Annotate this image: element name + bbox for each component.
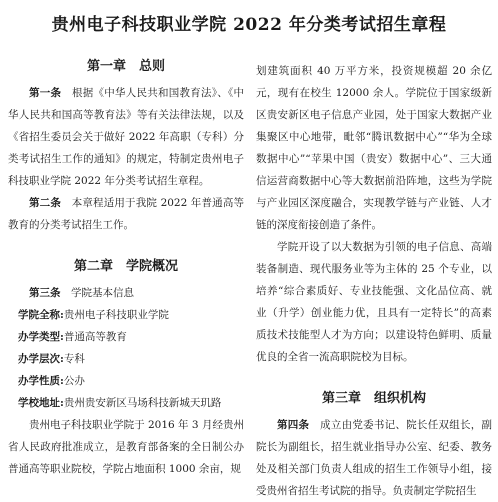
info-row-type: 办学类型:普通高等教育: [18, 331, 127, 343]
article-1-text: 根据《中华人民共和国教育法》、《中华人民共和国高等教育法》等有关法律法规，以及《省招生委员会关于做好 2022 年高职（专科）分类考试招生工作的通知》的规定，特制定贵州电子科技职业学院 2022 年分类考试招生章程。: [8, 87, 244, 187]
article-2: [8, 192, 244, 236]
right-column: [256, 60, 492, 502]
info-row-address: 学校地址:贵州贵安新区马场科技新城天玑路: [18, 397, 222, 409]
article-3: [8, 282, 244, 304]
intro-continued: 划建筑面积 40 万平方米，投资规模超 20 余亿元，现有在校生 12000 余人。学院位于国家级新区贵安新区电子信息产业园，处于国家大数据产业集聚区中心地带，毗邻“腾讯数据中心”“华为全球数据中心”“苹果中国（贵安）数据中心”、三大通信运营商数据中心等大数据前沿阵地，这些为学院与产业园区深度融合，实现教学链与产业链、人才链的深度衔接创造了条件。: [256, 65, 492, 231]
chapter-2-heading: 第二章 学院概况: [73, 259, 178, 274]
article-3-label: 第三条: [29, 287, 61, 299]
article-2-text: 本章程适用于我院 2022 年普通高等教育的分类考试招生工作。: [8, 197, 244, 231]
chapter-1-heading: 第一章 总则: [86, 59, 165, 74]
article-4: [256, 414, 492, 502]
article-1-label: 第一条: [29, 87, 62, 99]
chapter-3-heading: 第三章 组织机构: [321, 391, 426, 406]
article-4-label: 第四条: [277, 419, 310, 431]
info-row-name: 学院全称:贵州电子科技职业学院: [18, 309, 169, 321]
document-title: 贵州电子科技职业学院 2022 年分类考试招生章程: [51, 15, 447, 35]
article-3-text: 学院基本信息: [71, 287, 134, 299]
school-introduction: 贵州电子科技职业学院于 2016 年 3 月经贵州省人民政府批准成立，是教育部备案的全日制公办普通高等职业院校，学院占地面积 1000 余亩，规: [8, 419, 244, 475]
info-row-nature: 办学性质:公办: [18, 375, 85, 387]
majors-paragraph: 学院开设了以大数据为引领的电子信息、高端装备制造、现代服务业等为主体的 25 个专业，以培养“综合素质好、专业技能强、文化品位高、就业（升学）创业能力优，且具有一定特长”的高素质技术技能型人才为方向；以建设特色鲜明、质量优良的全省一流高职院校为目标。: [256, 241, 492, 363]
article-4-text: 成立由党委书记、院长任双组长，副院长为副组长，招生就业指导办公室、纪委、教务处及相关部门负责人组成的招生工作领导小组，接受贵州省招生考试院的指导。负责制定学院招生: [256, 419, 493, 497]
left-column: [8, 52, 244, 480]
article-2-label: 第二条: [29, 197, 62, 209]
info-row-level: 办学层次:专科: [18, 353, 85, 365]
article-1: [8, 82, 244, 192]
